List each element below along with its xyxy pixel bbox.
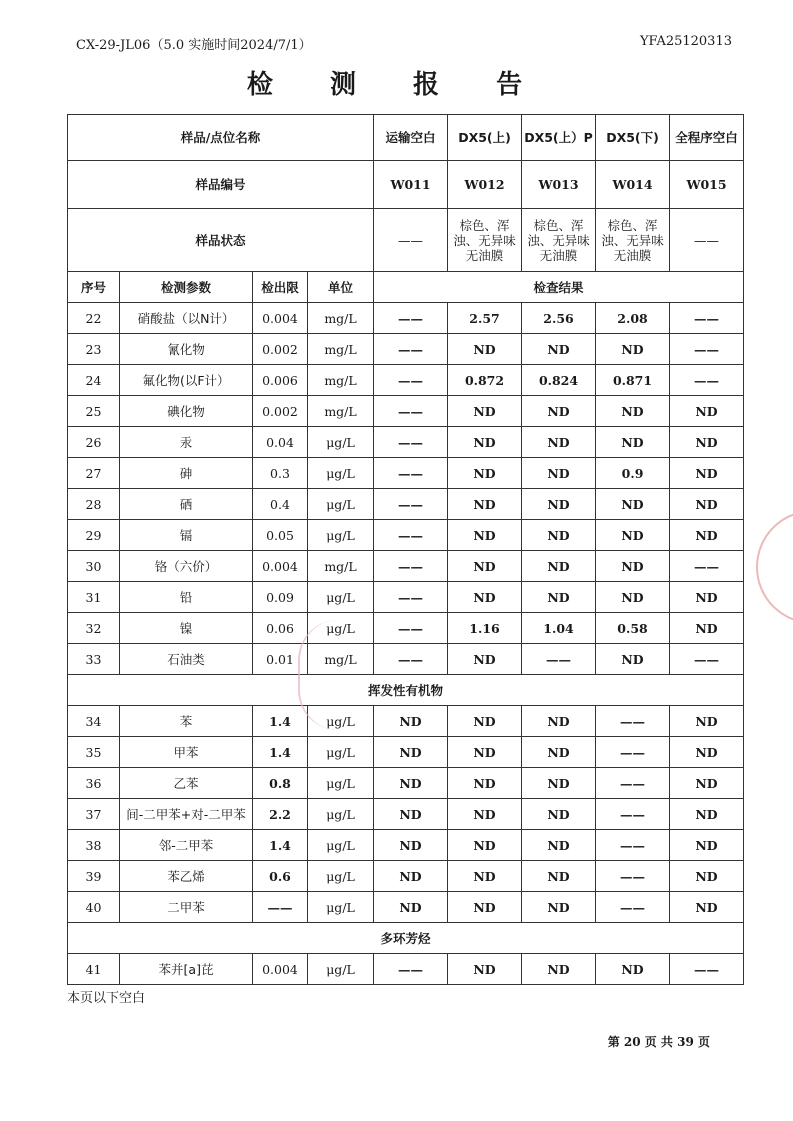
section-pah-row	[68, 923, 744, 954]
row-value: ND	[522, 954, 596, 985]
row-seq: 30	[68, 551, 120, 582]
row-value: ND	[596, 954, 670, 985]
row-value: ND	[448, 334, 522, 365]
row-unit: μg/L	[308, 737, 374, 768]
row-param: 铬（六价）	[120, 551, 253, 582]
row-unit: μg/L	[308, 799, 374, 830]
row-value: ND	[670, 706, 744, 737]
row-value: ND	[670, 830, 744, 861]
report-number: YFA25120313	[639, 34, 732, 49]
row-param: 铅	[120, 582, 253, 613]
table-row	[68, 799, 744, 830]
row-value: 1.16	[448, 613, 522, 644]
row-value: ——	[374, 458, 448, 489]
table-row	[68, 644, 744, 675]
table-row	[68, 737, 744, 768]
row-value: ND	[670, 427, 744, 458]
row-limit: 0.004	[253, 551, 308, 582]
row-seq: 33	[68, 644, 120, 675]
row-value: ND	[596, 520, 670, 551]
row-unit: μg/L	[308, 458, 374, 489]
row-value: ——	[374, 303, 448, 334]
row-limit: 1.4	[253, 830, 308, 861]
row-value: ——	[374, 551, 448, 582]
row-value: ND	[596, 489, 670, 520]
row-value: ND	[448, 892, 522, 923]
row-value: ——	[670, 954, 744, 985]
row-param: 硝酸盐（以N计）	[120, 303, 253, 334]
sample-number-label: 样品编号	[68, 161, 374, 209]
row-value: ND	[670, 799, 744, 830]
row-value: ——	[374, 427, 448, 458]
sample-id-cell: W014	[596, 161, 670, 209]
row-limit: 0.09	[253, 582, 308, 613]
row-unit: mg/L	[308, 644, 374, 675]
row-value: 1.04	[522, 613, 596, 644]
row-param: 苯并[a]芘	[120, 954, 253, 985]
row-value: ND	[522, 799, 596, 830]
table-row	[68, 830, 744, 861]
row-value: ND	[448, 768, 522, 799]
row-value: 0.872	[448, 365, 522, 396]
row-value: ——	[374, 334, 448, 365]
row-seq: 36	[68, 768, 120, 799]
column-header-row	[68, 272, 744, 303]
row-value: ND	[448, 458, 522, 489]
row-value: 2.56	[522, 303, 596, 334]
row-value: ——	[670, 365, 744, 396]
row-param: 硒	[120, 489, 253, 520]
row-value: ND	[448, 861, 522, 892]
row-seq: 31	[68, 582, 120, 613]
row-limit: 0.002	[253, 396, 308, 427]
row-seq: 25	[68, 396, 120, 427]
row-value: ND	[448, 427, 522, 458]
sample-number-row	[68, 161, 744, 209]
row-value: ND	[522, 396, 596, 427]
report-table	[67, 114, 744, 985]
row-value: ND	[522, 334, 596, 365]
row-seq: 23	[68, 334, 120, 365]
row-value: 0.9	[596, 458, 670, 489]
row-unit: mg/L	[308, 365, 374, 396]
row-limit: 0.002	[253, 334, 308, 365]
row-param: 砷	[120, 458, 253, 489]
row-value: ——	[670, 644, 744, 675]
row-value: ND	[522, 458, 596, 489]
row-value: ND	[522, 489, 596, 520]
sample-name-cell: 全程序空白	[670, 115, 744, 161]
col-header-limit: 检出限	[253, 272, 308, 303]
row-param: 汞	[120, 427, 253, 458]
row-seq: 32	[68, 613, 120, 644]
col-header-unit: 单位	[308, 272, 374, 303]
row-param: 氟化物(以F计）	[120, 365, 253, 396]
table-row	[68, 396, 744, 427]
group-pah	[68, 954, 744, 985]
row-value: ——	[596, 799, 670, 830]
row-value: 0.824	[522, 365, 596, 396]
col-header-result: 检查结果	[374, 272, 744, 303]
row-value: ND	[448, 737, 522, 768]
sample-state-cell: ——	[670, 209, 744, 272]
row-value: ND	[522, 427, 596, 458]
row-value: ND	[670, 768, 744, 799]
row-value: ——	[374, 954, 448, 985]
row-value: ND	[448, 520, 522, 551]
row-limit: 0.05	[253, 520, 308, 551]
row-param: 石油类	[120, 644, 253, 675]
row-seq: 28	[68, 489, 120, 520]
row-seq: 22	[68, 303, 120, 334]
row-value: 2.08	[596, 303, 670, 334]
sample-state-cell: ——	[374, 209, 448, 272]
row-value: ND	[522, 830, 596, 861]
row-value: ND	[522, 520, 596, 551]
sample-state-label: 样品状态	[68, 209, 374, 272]
table-row	[68, 613, 744, 644]
table-row	[68, 861, 744, 892]
row-seq: 24	[68, 365, 120, 396]
table-row	[68, 334, 744, 365]
row-limit: ——	[253, 892, 308, 923]
row-unit: μg/L	[308, 613, 374, 644]
row-value: ND	[522, 582, 596, 613]
table-row	[68, 458, 744, 489]
row-value: ND	[448, 396, 522, 427]
row-value: ——	[374, 396, 448, 427]
sample-id-cell: W013	[522, 161, 596, 209]
row-value: ND	[596, 396, 670, 427]
row-value: ND	[596, 582, 670, 613]
row-value: ND	[374, 768, 448, 799]
row-value: ——	[374, 365, 448, 396]
row-seq: 35	[68, 737, 120, 768]
sample-id-cell: W011	[374, 161, 448, 209]
row-value: ND	[374, 830, 448, 861]
row-param: 乙苯	[120, 768, 253, 799]
row-limit: 0.8	[253, 768, 308, 799]
row-value: ——	[596, 768, 670, 799]
row-value: ND	[596, 334, 670, 365]
row-seq: 40	[68, 892, 120, 923]
sample-state-cell: 棕色、浑浊、无异味无油膜	[596, 209, 670, 272]
table-row	[68, 303, 744, 334]
row-seq: 34	[68, 706, 120, 737]
row-limit: 0.4	[253, 489, 308, 520]
row-unit: μg/L	[308, 830, 374, 861]
sample-id-cell: W012	[448, 161, 522, 209]
row-value: ND	[670, 458, 744, 489]
section-voc-row	[68, 675, 744, 706]
row-unit: μg/L	[308, 892, 374, 923]
row-value: 0.871	[596, 365, 670, 396]
row-value: ND	[374, 892, 448, 923]
row-limit: 0.04	[253, 427, 308, 458]
row-value: ND	[670, 582, 744, 613]
sample-state-row	[68, 209, 744, 272]
row-unit: μg/L	[308, 706, 374, 737]
row-value: ND	[670, 861, 744, 892]
row-param: 碘化物	[120, 396, 253, 427]
row-param: 邻-二甲苯	[120, 830, 253, 861]
row-value: ND	[596, 551, 670, 582]
row-unit: μg/L	[308, 489, 374, 520]
row-value: 0.58	[596, 613, 670, 644]
row-limit: 0.06	[253, 613, 308, 644]
row-unit: μg/L	[308, 768, 374, 799]
table-row	[68, 551, 744, 582]
row-value: ——	[596, 706, 670, 737]
row-value: ND	[522, 706, 596, 737]
group-voc	[68, 706, 744, 923]
group-inorganic	[68, 303, 744, 675]
row-value: ND	[374, 799, 448, 830]
row-value: ——	[596, 861, 670, 892]
row-unit: μg/L	[308, 520, 374, 551]
table-row	[68, 768, 744, 799]
table-row	[68, 892, 744, 923]
col-header-param: 检测参数	[120, 272, 253, 303]
row-value: ——	[522, 644, 596, 675]
row-value: ND	[448, 489, 522, 520]
table-row	[68, 582, 744, 613]
sample-state-cell: 棕色、浑浊、无异味无油膜	[522, 209, 596, 272]
row-value: ——	[374, 489, 448, 520]
sample-name-cell: DX5(上)	[448, 115, 522, 161]
section-voc-title: 挥发性有机物	[68, 675, 744, 706]
row-value: ND	[448, 830, 522, 861]
row-unit: μg/L	[308, 427, 374, 458]
row-value: ND	[522, 892, 596, 923]
sample-id-cell: W015	[670, 161, 744, 209]
row-value: ND	[670, 396, 744, 427]
sample-state-cell: 棕色、浑浊、无异味无油膜	[448, 209, 522, 272]
row-value: ND	[596, 644, 670, 675]
row-limit: 1.4	[253, 706, 308, 737]
row-unit: μg/L	[308, 582, 374, 613]
row-value: ND	[448, 582, 522, 613]
row-value: ND	[522, 861, 596, 892]
row-value: 2.57	[448, 303, 522, 334]
row-value: ND	[670, 737, 744, 768]
row-value: ND	[670, 892, 744, 923]
row-unit: μg/L	[308, 954, 374, 985]
row-param: 二甲苯	[120, 892, 253, 923]
row-unit: mg/L	[308, 303, 374, 334]
row-value: ND	[522, 768, 596, 799]
row-value: ND	[448, 551, 522, 582]
sample-name-cell: 运输空白	[374, 115, 448, 161]
row-seq: 29	[68, 520, 120, 551]
row-param: 苯	[120, 706, 253, 737]
row-seq: 41	[68, 954, 120, 985]
row-value: ND	[522, 737, 596, 768]
page-title: 检 测 报 告	[246, 70, 547, 100]
document-code: CX-29-JL06（5.0 实施时间2024/7/1）	[76, 38, 312, 53]
seal-stamp	[756, 510, 793, 624]
row-limit: 1.4	[253, 737, 308, 768]
row-param: 苯乙烯	[120, 861, 253, 892]
row-value: ——	[596, 737, 670, 768]
row-value: ——	[374, 520, 448, 551]
table-row	[68, 954, 744, 985]
row-value: ——	[596, 892, 670, 923]
row-param: 氰化物	[120, 334, 253, 365]
sample-name-cell: DX5(上）P	[522, 115, 596, 161]
table-row	[68, 489, 744, 520]
row-limit: 2.2	[253, 799, 308, 830]
table-row	[68, 427, 744, 458]
row-value: ND	[522, 551, 596, 582]
row-unit: mg/L	[308, 334, 374, 365]
row-value: ——	[596, 830, 670, 861]
row-unit: mg/L	[308, 551, 374, 582]
sample-name-row	[68, 115, 744, 161]
row-seq: 39	[68, 861, 120, 892]
sample-name-cell: DX5(下)	[596, 115, 670, 161]
row-param: 镉	[120, 520, 253, 551]
row-value: ND	[374, 706, 448, 737]
row-value: ND	[448, 644, 522, 675]
section-pah-title: 多环芳烃	[68, 923, 744, 954]
row-seq: 37	[68, 799, 120, 830]
row-value: ND	[448, 706, 522, 737]
row-value: ND	[448, 954, 522, 985]
row-limit: 0.6	[253, 861, 308, 892]
row-limit: 0.004	[253, 303, 308, 334]
row-limit: 0.3	[253, 458, 308, 489]
page-number: 第 20 页 共 39 页	[607, 1035, 710, 1049]
row-limit: 0.01	[253, 644, 308, 675]
row-limit: 0.006	[253, 365, 308, 396]
row-param: 甲苯	[120, 737, 253, 768]
row-value: ——	[670, 303, 744, 334]
row-param: 间-二甲苯+对-二甲苯	[120, 799, 253, 830]
blank-note: 本页以下空白	[67, 991, 146, 1006]
table-row	[68, 520, 744, 551]
row-value: ——	[374, 644, 448, 675]
row-seq: 26	[68, 427, 120, 458]
row-value: ——	[374, 613, 448, 644]
table-row	[68, 365, 744, 396]
row-param: 镍	[120, 613, 253, 644]
col-header-seq: 序号	[68, 272, 120, 303]
row-value: ——	[670, 551, 744, 582]
row-value: ND	[670, 489, 744, 520]
row-unit: mg/L	[308, 396, 374, 427]
table-row	[68, 706, 744, 737]
row-seq: 38	[68, 830, 120, 861]
row-limit: 0.004	[253, 954, 308, 985]
row-unit: μg/L	[308, 861, 374, 892]
sample-name-label: 样品/点位名称	[68, 115, 374, 161]
row-value: ——	[374, 582, 448, 613]
row-value: ——	[670, 334, 744, 365]
row-value: ND	[374, 737, 448, 768]
row-value: ND	[596, 427, 670, 458]
row-value: ND	[670, 520, 744, 551]
row-seq: 27	[68, 458, 120, 489]
row-value: ND	[374, 861, 448, 892]
row-value: ND	[448, 799, 522, 830]
row-value: ND	[670, 613, 744, 644]
